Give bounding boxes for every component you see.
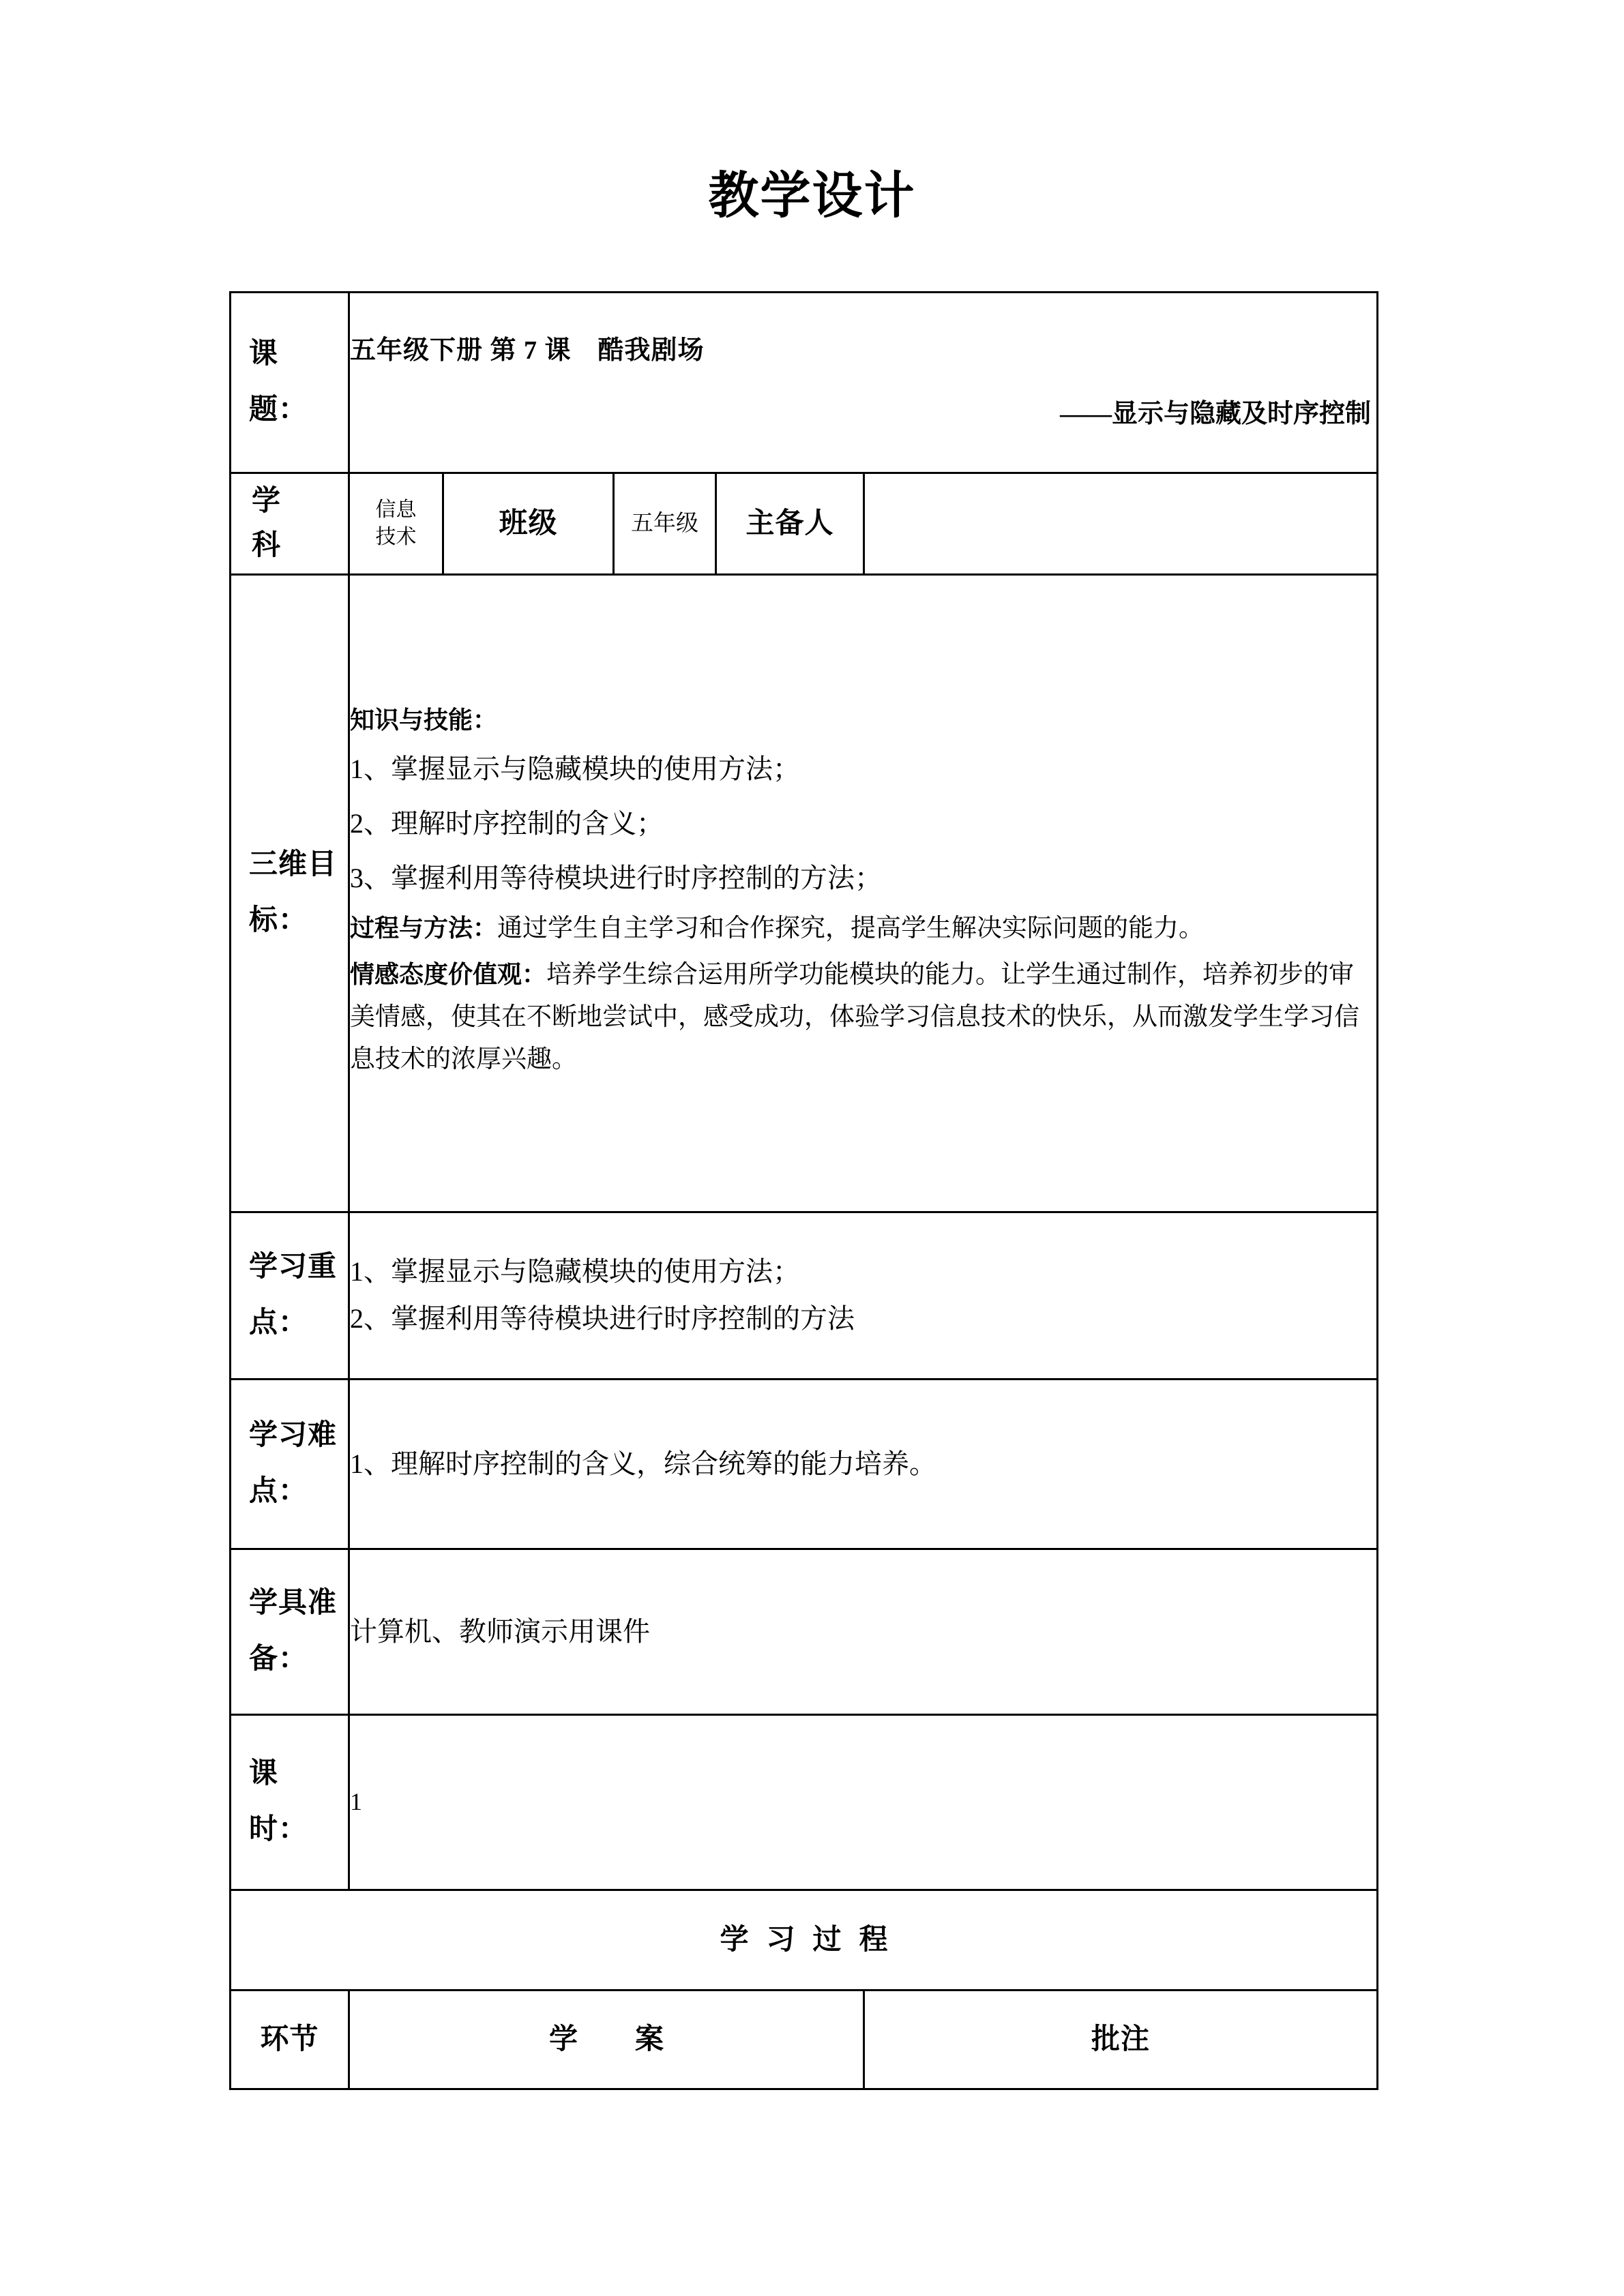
key-points-label-line2: 点： — [249, 1307, 308, 1339]
objectives-label — [231, 832, 348, 955]
topic-line-2: ——显示与隐藏及时序控制 — [1060, 400, 1372, 428]
table-row-process-banner — [231, 1890, 1378, 1991]
objectives-heading-emotion: 情感态度价值观： — [350, 960, 547, 988]
key-points-item-2: 2、掌握利用等待模块进行时序控制的方法 — [350, 1303, 855, 1335]
materials-label-line1: 学具准 — [249, 1587, 338, 1620]
objectives-label-line1: 三维目 — [249, 849, 338, 881]
topic-value-cell — [349, 293, 1378, 473]
subject-value-line1: 信息 — [375, 498, 417, 521]
process-plan-header-cell — [349, 1991, 864, 2089]
page-title: 教学设计 — [708, 168, 916, 224]
table-row-materials — [231, 1549, 1378, 1715]
objectives-item-3: 3、掌握利用等待模块进行时序控制的方法； — [350, 862, 882, 893]
materials-label — [231, 1570, 348, 1693]
objectives-body-cell — [349, 575, 1378, 1212]
key-points-label-line1: 学习重 — [249, 1251, 338, 1283]
process-notes-header: 批注 — [1091, 2023, 1151, 2055]
objectives-heading-process: 过程与方法： — [350, 914, 498, 942]
objectives-label-cell — [231, 575, 349, 1212]
periods-label — [231, 1741, 348, 1864]
difficult-points-label-line1: 学习难 — [249, 1420, 338, 1452]
objectives-item-2: 2、理解时序控制的含义； — [350, 807, 664, 839]
difficult-points-label-cell — [231, 1380, 349, 1549]
process-step-header-cell — [231, 1991, 349, 2089]
materials-body-cell — [349, 1549, 1378, 1715]
subject-label: 学 科 — [252, 486, 340, 562]
topic-line-1: 五年级下册 第 7 课 酷我剧场 — [350, 336, 705, 366]
objectives-emotion-paragraph — [350, 954, 1376, 1081]
topic-label-cell — [231, 293, 349, 473]
table-row-periods — [231, 1715, 1378, 1890]
lesson-plan-table — [229, 291, 1378, 2090]
materials-label-line2: 备： — [249, 1643, 308, 1675]
objectives-item-1: 1、掌握显示与隐藏模块的使用方法； — [350, 753, 800, 784]
lead-teacher-value-cell — [864, 473, 1378, 575]
subject-value — [350, 496, 442, 552]
periods-body-cell — [349, 1715, 1378, 1890]
process-plan-header: 学案 — [548, 2023, 721, 2055]
table-row-objectives — [231, 575, 1378, 1212]
key-points-body-cell — [349, 1212, 1378, 1380]
class-label: 班级 — [499, 507, 558, 539]
class-label-cell — [443, 473, 614, 575]
table-row-process-header — [231, 1991, 1378, 2089]
difficult-points-item-1: 1、理解时序控制的含义，综合统筹的能力培养。 — [350, 1448, 936, 1480]
materials-label-cell — [231, 1549, 349, 1715]
lead-teacher-label: 主备人 — [745, 507, 834, 539]
process-banner-cell — [231, 1890, 1378, 1991]
periods-label-cell — [231, 1715, 349, 1890]
subject-label-cell — [231, 473, 349, 575]
materials-value: 计算机、教师演示用课件 — [350, 1616, 650, 1648]
periods-label-line2: 时： — [249, 1814, 308, 1846]
difficult-points-label — [231, 1403, 348, 1525]
lead-teacher-label-cell — [716, 473, 864, 575]
topic-label-line1: 课 — [249, 338, 279, 370]
key-points-label — [231, 1234, 348, 1357]
key-points-item-1: 1、掌握显示与隐藏模块的使用方法； — [350, 1256, 800, 1287]
table-row-subject — [231, 473, 1378, 575]
objectives-label-line2: 标： — [249, 905, 308, 937]
key-points-label-cell — [231, 1212, 349, 1380]
objectives-process-paragraph — [350, 908, 1376, 950]
topic-label — [231, 321, 348, 444]
subject-value-line2: 技术 — [375, 526, 417, 549]
periods-label-line1: 课 — [249, 1758, 279, 1790]
periods-value: 1 — [350, 1788, 362, 1816]
topic-label-line2: 题： — [249, 394, 308, 426]
process-notes-header-cell — [864, 1991, 1378, 2089]
table-row-difficult-points — [231, 1380, 1378, 1549]
subject-value-cell — [349, 473, 443, 575]
process-step-header: 环节 — [260, 2023, 319, 2055]
class-value: 五年级 — [631, 511, 698, 536]
process-banner: 学习过程 — [720, 1924, 906, 1956]
objectives-process-text: 通过学生自主学习和合作探究，提高学生解决实际问题的能力。 — [497, 914, 1205, 942]
class-value-cell — [614, 473, 716, 575]
difficult-points-label-line2: 点： — [249, 1476, 308, 1508]
table-row-key-points — [231, 1212, 1378, 1380]
table-row-topic — [231, 293, 1378, 473]
difficult-points-body-cell — [349, 1380, 1378, 1549]
objectives-emotion-text: 培养学生综合运用所学功能模块的能力。让学生通过制作，培养初步的审美情感，使其在不断地尝试中，感受成功，体验学习信息技术的快乐，从而激发学生学习信息技术的浓厚兴趣。 — [350, 960, 1359, 1074]
objectives-heading-knowledge: 知识与技能： — [350, 706, 498, 734]
